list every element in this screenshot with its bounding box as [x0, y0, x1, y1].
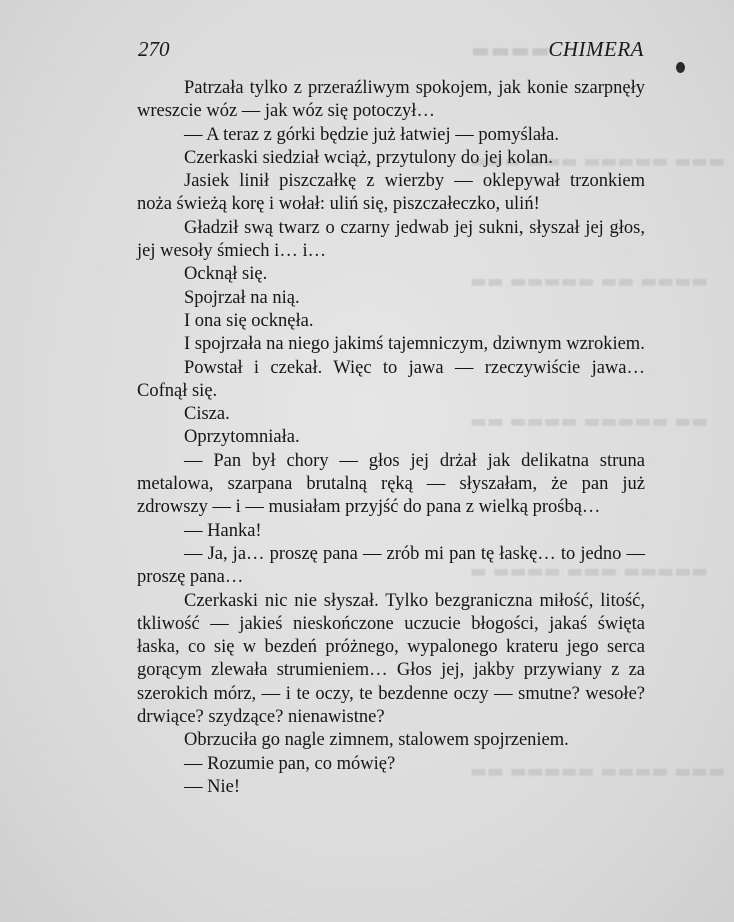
paragraph: Czerkaski nic nie słyszał. Tylko bezgraniczna miłość, litość, tkliwość — jakieś nieskończone uczucie błogości, jakaś święta łaska, co się w bezdeń próżnego, wypalonego krateru jego serca gorącym zlewała strumieniem… Głos jej, jakby przywiany z za szerokich mórz, — i te oczy, te bezdenne oczy — smutne? wesołe? drwiące? szydzące? nienawistne? [137, 590, 645, 728]
paragraph: I spojrzała na niego jakimś tajemniczym, dziwnym wzrokiem. [184, 334, 645, 355]
paragraph: Czerkaski siedział wciąż, przytulony do jej kolan. [184, 147, 553, 168]
paragraph: Spojrzał na nią. [184, 287, 300, 308]
paragraph: — Nie! [184, 776, 240, 797]
running-title: CHIMERA [548, 37, 644, 61]
paragraph: Powstał i czekał. Więc to jawa — rzeczywiście jawa… Cofnął się. [137, 357, 645, 401]
paragraph: Patrzała tylko z przeraźliwym spokojem, jak konie szarpnęły wreszcie wóz — jak wóz się potoczył… [137, 78, 645, 122]
bleed-through-text: ▬▬▬▬▬ ▬▬▬ ▬▬▬▬ ▬ [470, 561, 709, 582]
paragraph: Oprzytomniała. [184, 427, 300, 448]
bleed-through-text: ▬▬ ▬▬▬▬▬ ▬▬▬▬ ▬▬ [470, 411, 709, 432]
page-number: 270 [138, 37, 170, 61]
paragraph: — Rozumie pan, co mówię? [184, 753, 396, 774]
paragraph: — A teraz z górki będzie już łatwiej — pomyślała. [184, 124, 560, 145]
paragraph: — Ja, ja… proszę pana — zrób mi pan tę łaskę… to jedno — proszę pana… [137, 543, 645, 588]
paragraph: Gładził swą twarz o czarny jedwab jej sukni, słyszał jej głos, jej wesoły śmiech i… i… [137, 217, 645, 262]
paragraph: Cisza. [184, 404, 230, 425]
paragraph: Ocknął się. [184, 264, 268, 285]
bleed-through-text: ▬▬▬▬ ▬▬ ▬▬▬▬▬ ▬▬ [470, 271, 709, 292]
bleed-through-text: ▬▬▬ ▬▬▬▬ ▬▬▬▬▬ ▬▬ [470, 761, 726, 782]
ink-speck [676, 62, 685, 73]
paragraph: I ona się ocknęła. [184, 310, 314, 331]
paragraph: Jasiek linił piszczałkę z wierzby — oklepywał trzonkiem noża świeżą korę i wołał: uliń się, piszczałeczko, uliń! [137, 171, 645, 215]
bleed-through-title: ▬▬▬▬ [470, 38, 550, 62]
running-header [138, 37, 644, 63]
paragraph: Obrzuciła go nagle zimnem, stalowem spojrzeniem. [184, 730, 569, 751]
body-text [137, 77, 645, 799]
bleed-through-text: ▬▬▬ ▬▬▬▬▬ ▬▬▬ ▬▬▬ [470, 151, 726, 172]
paragraph: — Pan był chory — głos jej drżał jak delikatna struna metalowa, szarpana brutalną ręką — słyszałam, że pan już zdrowszy — i — musiałam przyjść do pana z wielką prośbą… [137, 450, 645, 518]
paragraph: — Hanka! [184, 520, 262, 541]
